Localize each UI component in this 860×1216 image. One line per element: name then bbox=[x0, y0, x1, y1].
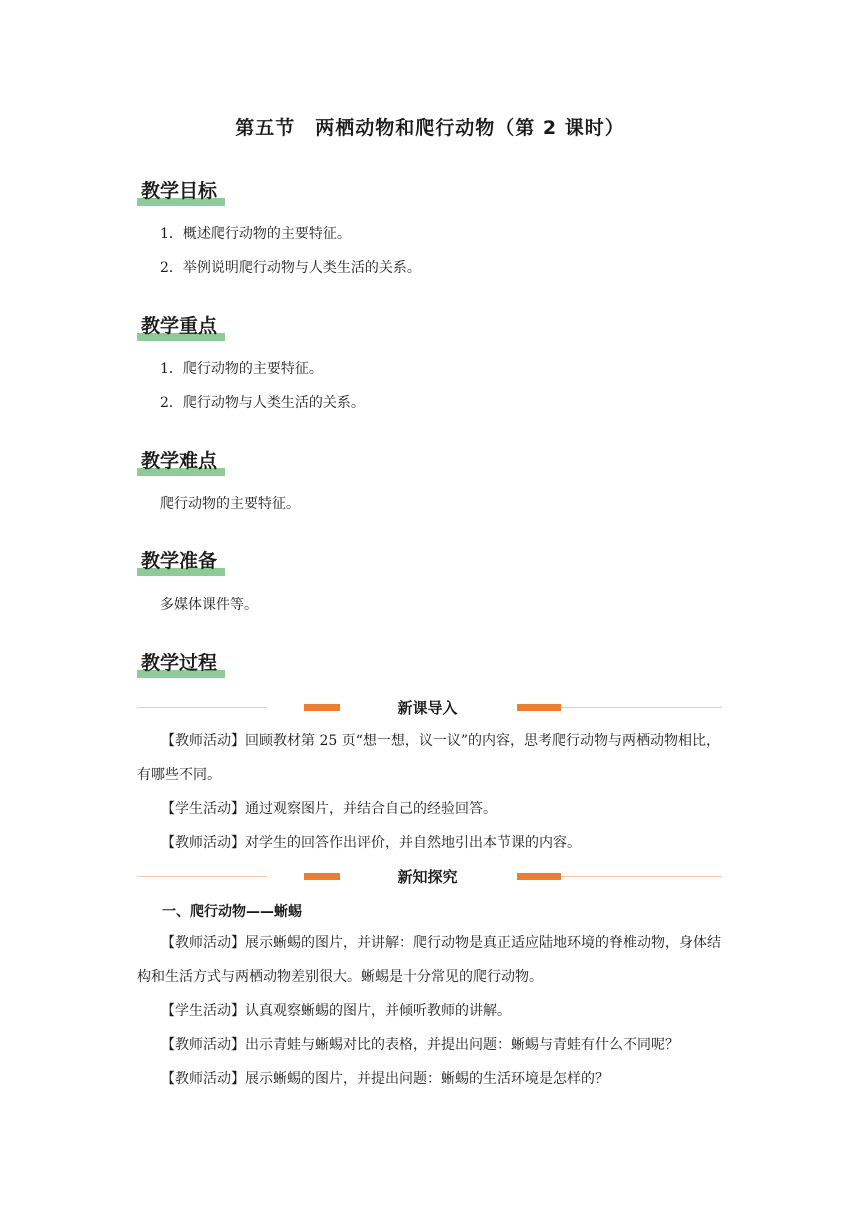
heading-text: 教学目标 bbox=[141, 180, 218, 202]
divider-line-right bbox=[561, 707, 722, 708]
heading-text: 教学准备 bbox=[141, 550, 218, 572]
divider-label: 新课导入 bbox=[397, 699, 458, 717]
subheading-lizard: 一、爬行动物——蜥蜴 bbox=[162, 904, 302, 920]
section-heading-preparation bbox=[137, 546, 217, 576]
section-heading-key-points bbox=[137, 311, 217, 341]
intro-paragraph-1: 【教师活动】回顾教材第 25 页“想一想，议一议”的内容，思考爬行动物与两栖动物相比，有哪些不同。 bbox=[137, 733, 721, 783]
divider-line-right bbox=[561, 876, 722, 877]
explore-paragraph-3: 【教师活动】出示青蛙与蜥蜴对比的表格，并提出问题：蜥蜴与青蛙有什么不同呢？ bbox=[161, 1037, 679, 1053]
explore-paragraph-2: 【学生活动】认真观察蜥蜴的图片，并倾听教师的讲解。 bbox=[161, 1003, 511, 1019]
page-title: 第五节 两栖动物和爬行动物（第 2 课时） bbox=[235, 117, 625, 139]
divider-bar-right bbox=[517, 704, 561, 711]
section-heading-difficulties bbox=[137, 446, 217, 476]
difficulties-text: 爬行动物的主要特征。 bbox=[160, 496, 300, 512]
divider-bar-left bbox=[304, 873, 340, 880]
heading-text: 教学重点 bbox=[141, 315, 218, 337]
objective-item-2: 2．举例说明爬行动物与人类生活的关系。 bbox=[160, 260, 421, 276]
divider-label: 新知探究 bbox=[397, 868, 458, 886]
heading-text: 教学过程 bbox=[141, 652, 218, 674]
explore-paragraph-1: 【教师活动】展示蜥蜴的图片，并讲解：爬行动物是真正适应陆地环境的脊椎动物，身体结构和生活方式与两栖动物差别很大。蜥蜴是十分常见的爬行动物。 bbox=[137, 935, 721, 985]
divider-line-left bbox=[137, 876, 267, 877]
divider-line-left bbox=[137, 707, 267, 708]
explore-paragraph-4: 【教师活动】展示蜥蜴的图片，并提出问题：蜥蜴的生活环境是怎样的？ bbox=[161, 1071, 609, 1087]
section-heading-process bbox=[137, 648, 217, 678]
key-point-item-2: 2．爬行动物与人类生活的关系。 bbox=[160, 395, 365, 411]
divider-bar-left bbox=[304, 704, 340, 711]
preparation-text: 多媒体课件等。 bbox=[160, 597, 258, 613]
divider-explore bbox=[137, 867, 722, 887]
divider-intro bbox=[137, 698, 722, 718]
section-heading-objectives bbox=[137, 176, 217, 206]
key-point-item-1: 1．爬行动物的主要特征。 bbox=[160, 361, 323, 377]
heading-text: 教学难点 bbox=[141, 450, 218, 472]
objective-item-1: 1．概述爬行动物的主要特征。 bbox=[160, 226, 351, 242]
divider-bar-right bbox=[517, 873, 561, 880]
intro-paragraph-2: 【学生活动】通过观察图片，并结合自己的经验回答。 bbox=[161, 801, 497, 817]
intro-paragraph-3: 【教师活动】对学生的回答作出评价，并自然地引出本节课的内容。 bbox=[161, 835, 581, 851]
